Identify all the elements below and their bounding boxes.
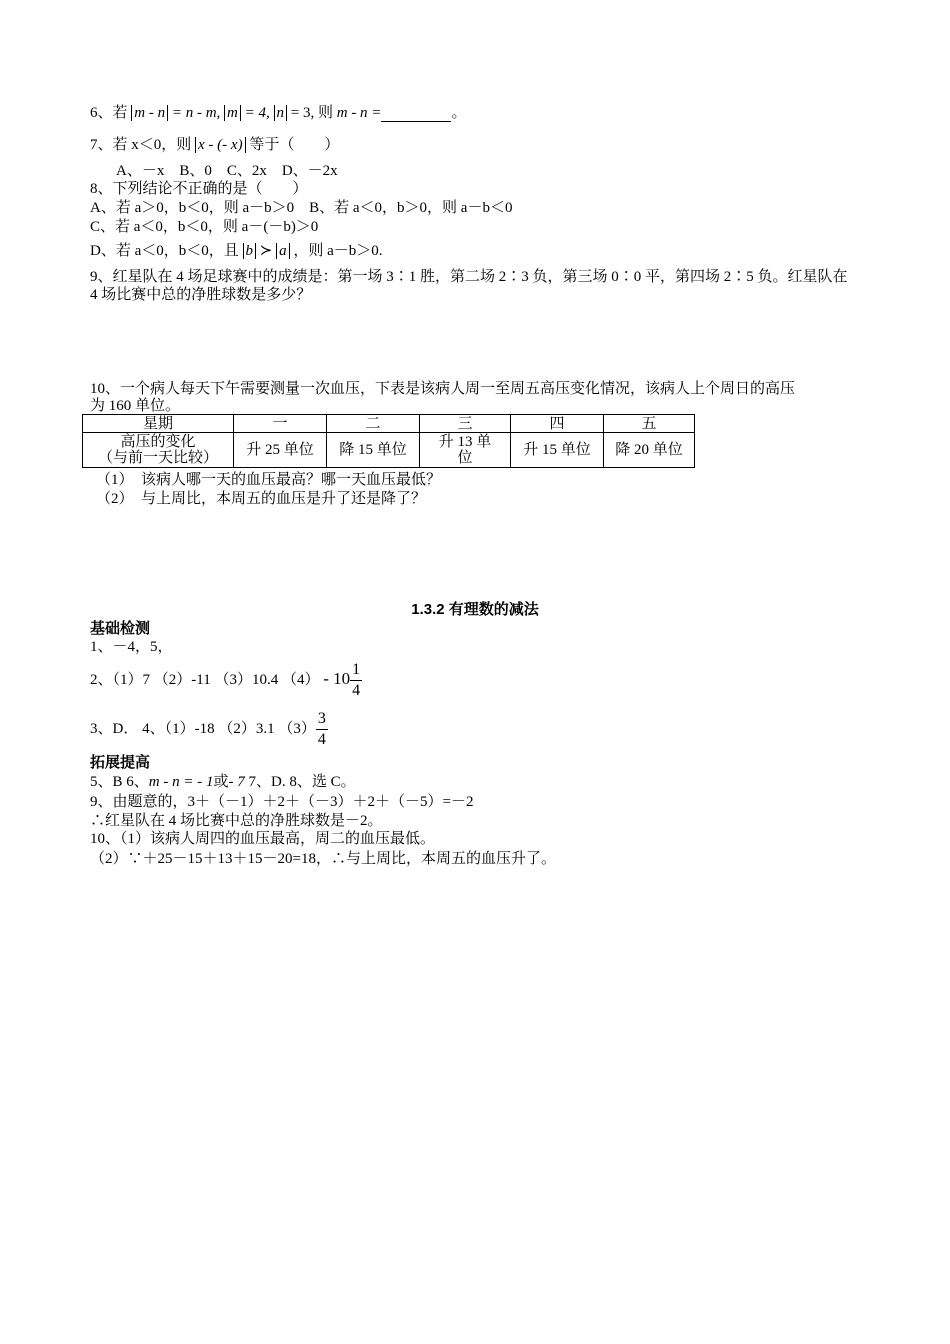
q6-eq2: = 4, (244, 105, 270, 121)
q7-options: A、－x B、0 C、2x D、－2x (116, 163, 338, 179)
table-value-2: 降 15 单位 (327, 433, 420, 468)
question-6 (90, 104, 466, 122)
q7-prefix: 7、若 x＜0，则 (90, 137, 192, 153)
q8-line3-suffix: ，则 a－b＞0. (293, 243, 383, 259)
answer-2-denominator: 4 (352, 682, 361, 700)
answer-6-alt: - 7 (228, 774, 245, 790)
q10-line1: 10、一个病人每天下午需要测量一次血压，下表是该病人周一至周五高压变化情况，该病人上个周日的高压 (90, 381, 796, 397)
q8-line3-prefix: D、若 a＜0，b＜0，且 (90, 243, 239, 259)
table-day-2: 二 (327, 415, 420, 433)
q7-abs-expr: x - (- x) (195, 137, 246, 153)
table-row-label-1: 高压的变化 (120, 434, 196, 450)
q6-answer-blank (381, 107, 451, 122)
q10-sub1: （1） 该病人哪一天的血压最高？哪一天血压最低？ (96, 472, 442, 488)
q6-abs-m: m (224, 105, 241, 121)
answer-3-prefix: 3、D． 4、（1）-18 （2）3.1 （3） (90, 721, 316, 737)
answer-10-line2: （2）∵＋25－15＋13＋15－20=18，∴与上周比，本周五的血压升了。 (90, 851, 556, 867)
q8-abs-b: b (243, 243, 257, 259)
q6-prefix: 6、若 (90, 105, 128, 121)
table-value-5: 降 20 单位 (604, 433, 695, 468)
q6-ask: m - n = (336, 105, 382, 121)
table-value-1: 升 25 单位 (234, 433, 327, 468)
table-day-5: 五 (604, 415, 695, 433)
answer-3-fraction (316, 709, 328, 750)
table-day-3: 三 (420, 415, 511, 433)
q6-eq3: = 3, 则 (290, 105, 333, 121)
table-day-1: 一 (234, 415, 327, 433)
answer-9-line1: 9、由题意的，3＋（－1）＋2＋（－3）＋2＋（－5）=－2 (90, 794, 474, 810)
table-header-row (83, 415, 695, 433)
answers-section-basic: 基础检测 (90, 620, 151, 637)
answer-10-line1: 10、（1）该病人周四的血压最高，周二的血压最低。 (90, 831, 436, 847)
answer-5-8 (90, 773, 356, 791)
q8-line1: A、若 a＞0，b＜0，则 a－b＞0 B、若 a＜0，b＞0，则 a－b＜0 (90, 200, 513, 216)
blood-pressure-table (82, 414, 695, 468)
q6-eq1: = n - m, (171, 105, 221, 121)
answer-7-8: 7、D. 8、选 C。 (244, 774, 356, 790)
q8-succ-op: ≻ (259, 243, 273, 259)
answer-2-whole: - 10 (323, 669, 351, 688)
q6-abs-n: n (274, 105, 288, 121)
answer-3-denominator: 4 (317, 731, 326, 749)
table-row-label-2: （与前一天比较） (97, 450, 218, 466)
q10-sub2: （2） 与上周比，本周五的血压是升了还是降了？ (96, 491, 427, 507)
answer-2 (90, 656, 362, 703)
answers-title: 1.3.2 有理数的减法 (411, 601, 539, 618)
q9-line2: 4 场比赛中总的净胜球数是多少？ (90, 287, 312, 303)
answer-2-numerator: 1 (350, 660, 362, 681)
answer-2-prefix: 2、（1）7 （2）-11 （3）10.4 （4） (90, 672, 320, 688)
table-row-label (83, 433, 234, 468)
answer-5-prefix: 5、B 6、 (90, 774, 149, 790)
table-value-row (83, 433, 695, 468)
q8-abs-a: a (276, 243, 290, 259)
table-value-3: 升 13 单 位 (420, 433, 511, 468)
q8-line2: C、若 a＜0，b＜0，则 a－(－b)＞0 (90, 219, 319, 235)
answer-3 (90, 706, 328, 752)
q8-line3 (90, 242, 383, 260)
q7-suffix: 等于（ ） (249, 137, 340, 153)
q6-suffix: 。 (451, 105, 467, 121)
answer-6-or: 或 (213, 774, 229, 790)
q6-abs-m-minus-n: m - n (131, 105, 168, 121)
table-header-label: 星期 (83, 415, 234, 433)
answer-2-fraction (350, 660, 362, 701)
table-day-4: 四 (511, 415, 604, 433)
question-7 (90, 136, 339, 154)
answer-1: 1、－4，5， (90, 639, 173, 655)
q8-title: 8、下列结论不正确的是（ ） (90, 181, 308, 197)
answer-9-line2: ∴红星队在 4 场比赛中总的净胜球数是－2。 (90, 813, 383, 829)
answers-section-extend: 拓展提高 (90, 754, 151, 771)
q9-line1: 9、红星队在 4 场足球赛中的成绩是：第一场 3∶1 胜，第二场 2∶3 负，第三场 0∶0 平，第四场 2∶5 负。红星队在 (90, 269, 848, 285)
answer-3-numerator: 3 (316, 709, 328, 730)
answer-6-expr: m - n = - 1 (148, 774, 214, 790)
table-value-4: 升 15 单位 (511, 433, 604, 468)
q10-line2: 为 160 单位。 (90, 398, 181, 414)
